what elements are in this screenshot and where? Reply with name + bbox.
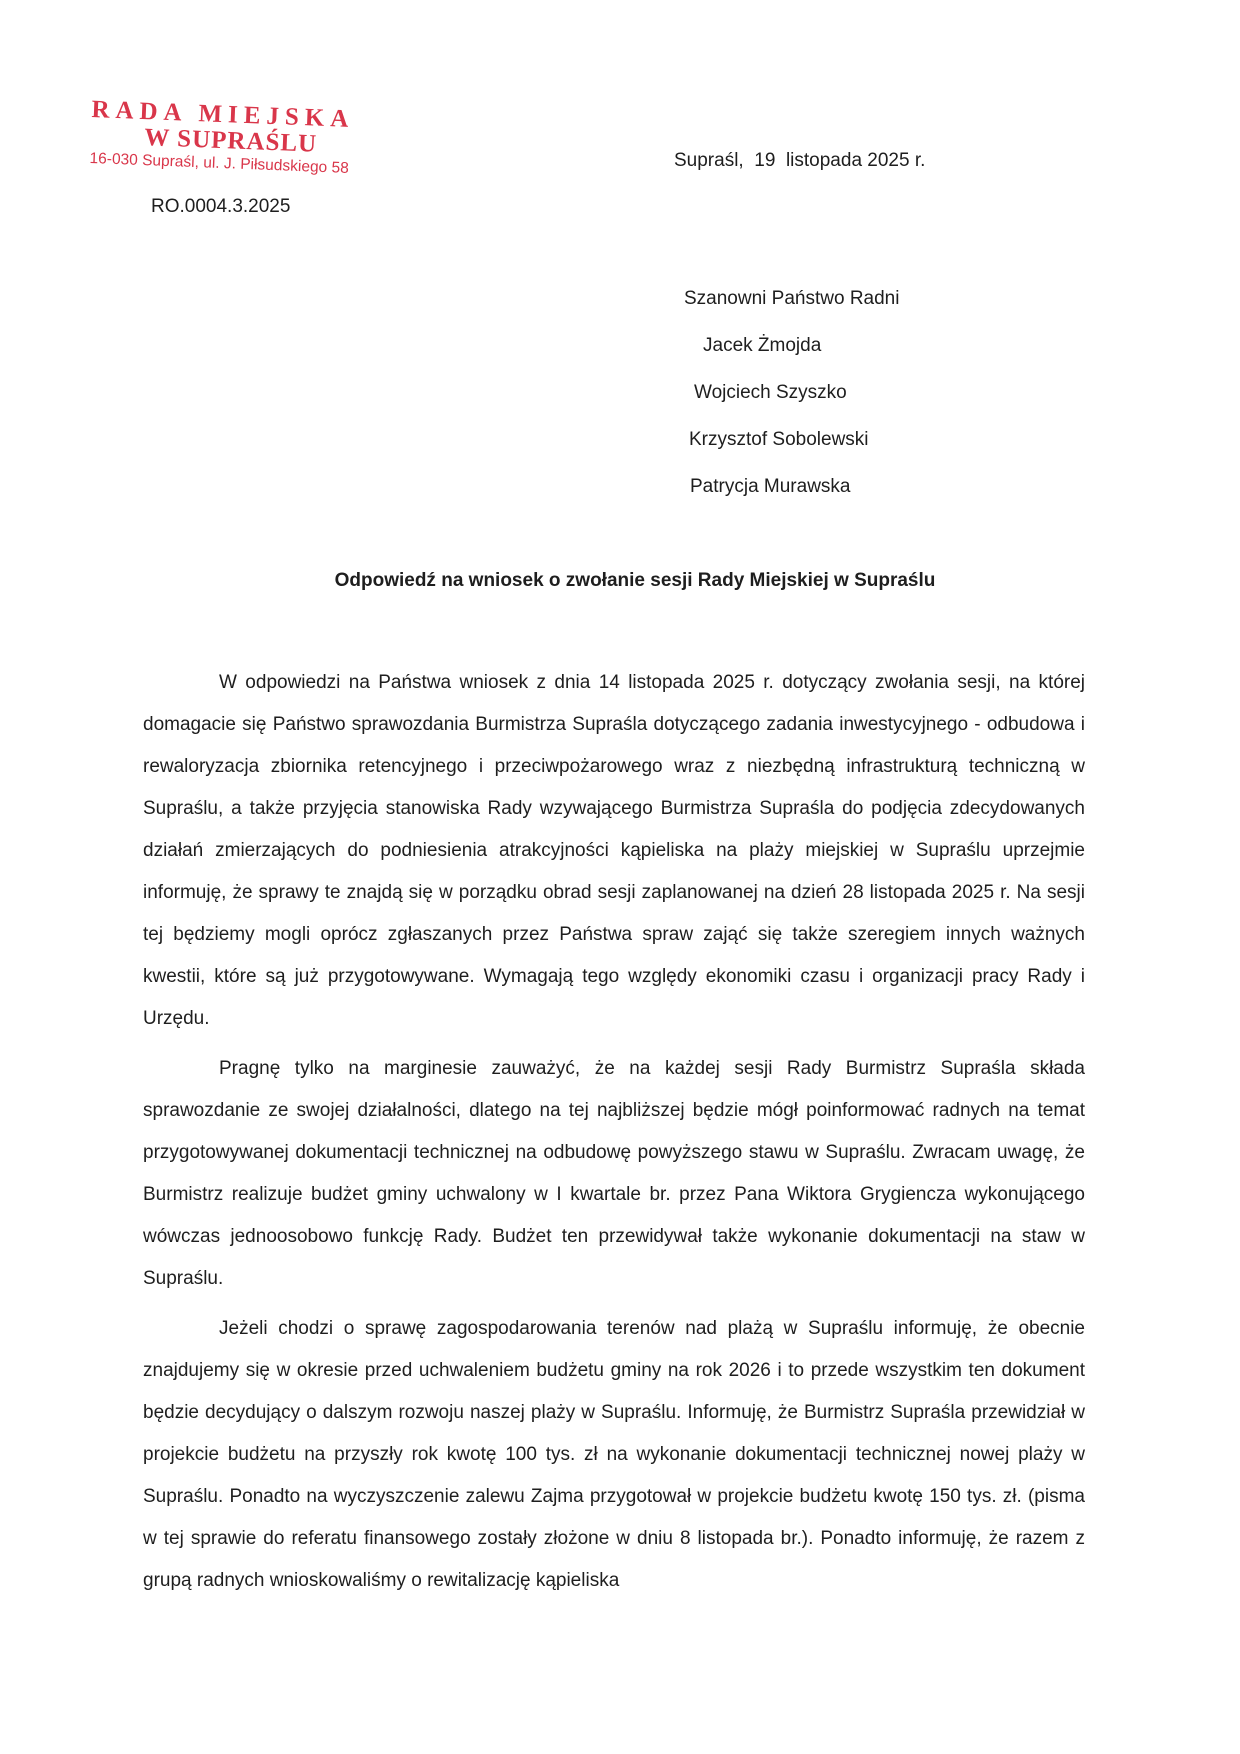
place-and-date: Supraśl, 19 listopada 2025 r. (674, 150, 926, 171)
recipient-name: Patrycja Murawska (690, 476, 851, 497)
stamp-address: 16-030 Supraśl, ul. J. Piłsudskiego 58 (89, 149, 350, 177)
council-stamp (89, 96, 392, 179)
letter-body (143, 662, 1085, 1610)
recipient-salutation: Szanowni Państwo Radni (684, 288, 900, 309)
recipient-name: Wojciech Szyszko (694, 382, 847, 403)
body-paragraph: Pragnę tylko na marginesie zauważyć, że na każdej sesji Rady Burmistrz Supraśla składa sprawozdanie ze swojej działalności, dlatego na tej najbliższej będzie mógł poinformować radnych na temat przygotowywanej dokumentacji technicznej na odbudowę powyższego stawu w Supraślu. Zwracam uwagę, że Burmistrz realizuje budżet gminy uchwalony w I kwartale br. przez Pana Wiktora Grygiencza wykonującego wówczas jednoosobowo funkcję Rady. Budżet ten przewidywał także wykonanie dokumentacji na staw w Supraślu. (143, 1058, 1085, 1289)
recipient-name: Krzysztof Sobolewski (689, 429, 869, 450)
body-paragraph: Jeżeli chodzi o sprawę zagospodarowania terenów nad plażą w Supraślu informuję, że obecnie znajdujemy się w okresie przed uchwaleniem budżetu gminy na rok 2026 i to przede wszystkim ten dokument będzie decydujący o dalszym rozwoju naszej plaży w Supraślu. Informuję, że Burmistrz Supraśla przewidział w projekcie budżetu na przyszły rok kwotę 100 tys. zł na wykonanie dokumentacji technicznej nowej plaży w Supraślu. Ponadto na wyczyszczenie zalewu Zajma przygotował w projekcie budżetu kwotę 150 tys. zł. (pisma w tej sprawie do referatu finansowego zostały złożone w dniu 8 listopada br.). Ponadto informuję, że razem z grupą radnych wnioskowaliśmy o rewitalizację kąpieliska (143, 1318, 1085, 1591)
recipient-name: Jacek Żmojda (703, 335, 822, 356)
body-paragraph: W odpowiedzi na Państwa wniosek z dnia 14 listopada 2025 r. dotyczący zwołania sesji, na której domagacie się Państwo sprawozdania Burmistrza Supraśla dotyczącego zadania inwestycyjnego - odbudowa i rewaloryzacja zbiornika retencyjnego i przeciwpożarowego wraz z niezbędną infrastrukturą techniczną w Supraślu, a także przyjęcia stanowiska Rady wzywającego Burmistrza Supraśla do podjęcia zdecydowanych działań zmierzających do podniesienia atrakcyjności kąpieliska na plaży miejskiej w Supraślu uprzejmie informuję, że sprawy te znajdą się w porządku obrad sesji zaplanowanej na dzień 28 listopada 2025 r. Na sesji tej będziemy mogli oprócz zgłaszanych przez Państwa spraw zająć się także szeregiem innych ważnych kwestii, które są już przygotowywane. Wymagają tego względy ekonomiki czasu i organizacji pracy Rady i Urzędu. (143, 672, 1085, 1029)
stamp-council-name: RADA MIEJSKA (90, 96, 355, 134)
reference-number: RO.0004.3.2025 (151, 196, 291, 217)
stamp-town-name: W SUPRAŚLU (143, 124, 318, 158)
letter-subject: Odpowiedź na wniosek o zwołanie sesji Rady Miejskiej w Supraślu (334, 570, 936, 591)
